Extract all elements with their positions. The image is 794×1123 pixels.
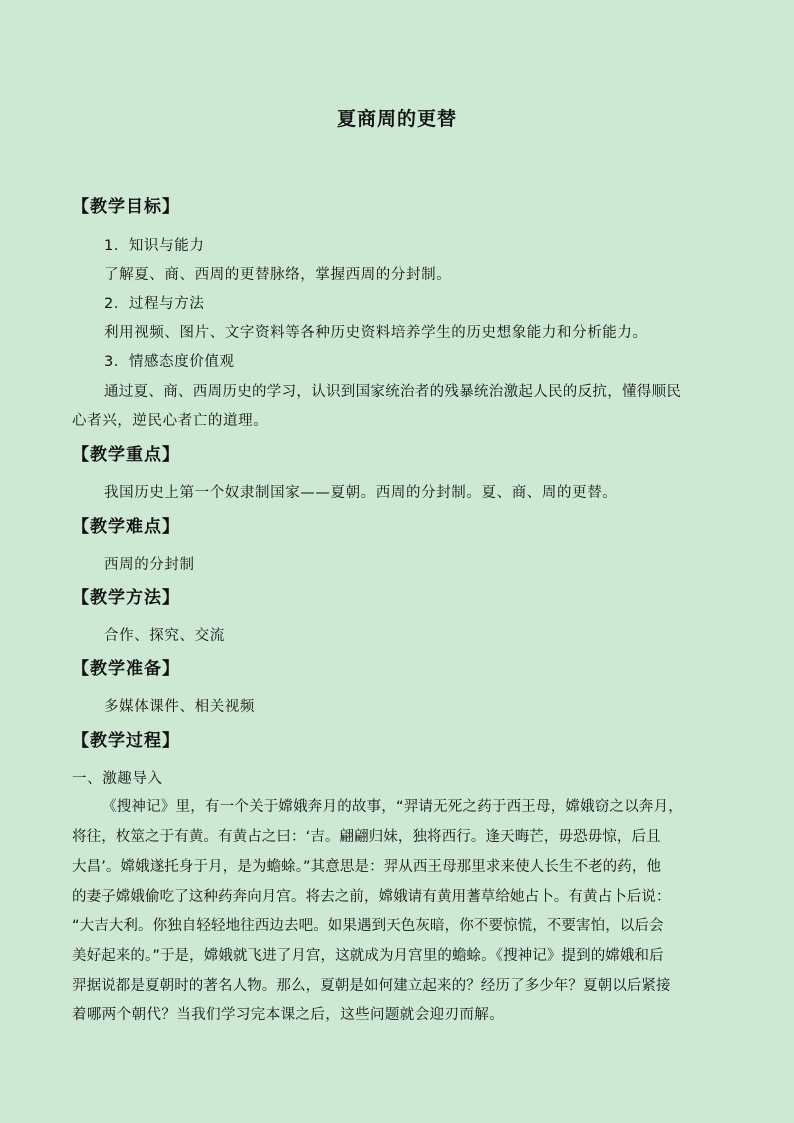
process-subheading: 一、激趣导入 [72,771,163,787]
difficulties-text: 西周的分封制 [104,557,195,573]
section-heading-methods: 【教学方法】 [72,588,180,608]
goal-item: 心者兴，逆民心者亡的道理。 [72,413,269,429]
paragraph-line: 的妻子嫦娥偷吃了这种药奔向月宫。将去之前，嫦娥请有黄用蓍草给她占卜。有黄占卜后说： [72,889,671,905]
paragraph-line: 大昌’。嫦娥遂托身于月，是为蟾蜍。”其意思是：羿从西王母那里求来使人长生不老的药，他 [72,859,662,875]
section-heading-process: 【教学过程】 [72,731,180,751]
paragraph-line: 羿据说都是夏朝时的著名人物。那么，夏朝是如何建立起来的？经历了多少年？夏朝以后紧接 [72,978,671,994]
section-heading-preparation: 【教学准备】 [72,659,180,679]
paragraph-line: 着哪两个朝代？当我们学习完本课之后，这些问题就会迎刃而解。 [72,1007,505,1023]
section-heading-key-points: 【教学重点】 [72,445,180,465]
methods-text: 合作、探究、交流 [104,628,225,644]
key-points-text: 我国历史上第一个奴隶制国家——夏朝。西周的分封制。夏、商、周的更替。 [104,485,618,501]
paragraph-line: 将往，枚筮之于有黄。有黄占之曰：‘吉。翩翩归妹，独将西行。逢天晦芒，毋恐毋惊，后且 [72,829,661,845]
paragraph-line: 美好起来的。”于是，嫦娥就飞进了月宫，这就成为月宫里的蟾蜍。《搜神记》提到的嫦娥和后 [72,948,664,964]
goal-item: 1．知识与能力 [104,238,205,254]
goal-item: 3．情感态度价值观 [104,354,235,370]
preparation-text: 多媒体课件、相关视频 [104,699,255,715]
goal-item: 了解夏、商、西周的更替脉络，掌握西周的分封制。 [104,267,452,283]
goal-item: 通过夏、商、西周历史的学习，认识到国家统治者的残暴统治激起人民的反抗，懂得顺民 [104,384,682,400]
goal-item: 利用视频、图片、文字资料等各种历史资料培养学生的历史想象能力和分析能力。 [104,325,648,341]
paragraph-line: “大吉大利。你独自轻轻地往西边去吧。如果遇到天色灰暗，你不要惊慌，不要害怕，以后会 [72,918,664,934]
section-heading-difficulties: 【教学难点】 [72,517,180,537]
page-title: 夏商周的更替 [336,108,457,130]
section-heading-goals: 【教学目标】 [72,197,180,217]
paragraph-line: 《搜神记》里，有一个关于嫦娥奔月的故事，“羿请无死之药于西王母，嫦娥窃之以奔月， [102,799,684,815]
goal-item: 2．过程与方法 [104,296,205,312]
